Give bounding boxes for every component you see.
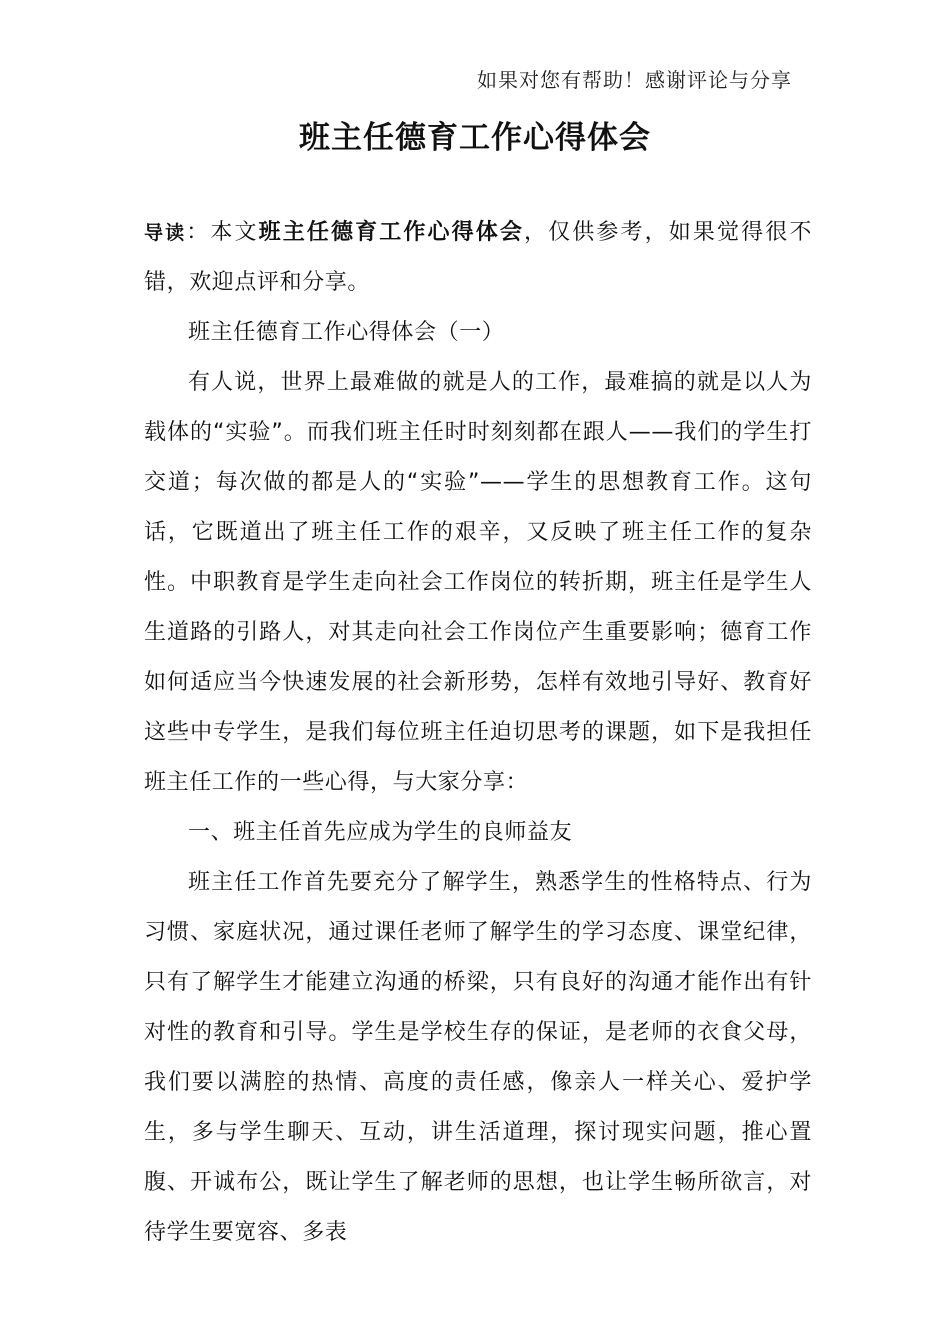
lead-paragraph — [144, 208, 812, 308]
lead-strong-title: 班主任德育工作心得体会 — [258, 220, 524, 245]
document-body — [144, 208, 812, 1258]
section-heading: 班主任德育工作心得体会（一） — [188, 320, 505, 345]
document-title: 班主任德育工作心得体会 — [299, 120, 651, 156]
body-paragraph: 有人说，世界上最难做的就是人的工作，最难搞的就是以人为载体的“实验”。而我们班主任时时刻刻都在跟人——我们的学生打交道；每次做的都是人的“实验”——学生的思想教育工作。这句话，它既道出了班主任工作的艰辛，又反映了班主任工作的复杂性。中职教育是学生走向社会工作岗位的转折期，班主任是学生人生道路的引路人，对其走向社会工作岗位产生重要影响；德育工作如何适应当今快速发展的社会新形势，怎样有效地引导好、教育好这些中专学生，是我们每位班主任迫切思考的课题，如下是我担任班主任工作的一些心得，与大家分享： — [144, 370, 812, 795]
subsection-heading: 一、班主任首先应成为学生的良师益友 — [188, 820, 573, 845]
lead-label: 导读 — [144, 222, 187, 244]
lead-suffix: ，仅供参考，如果觉得很不错，欢迎点评和分享。 — [144, 220, 812, 295]
header-note: 如果对您有帮助！感谢评论与分享 — [477, 68, 792, 92]
body-paragraph: 班主任工作首先要充分了解学生，熟悉学生的性格特点、行为习惯、家庭状况，通过课任老师了解学生的学习态度、课堂纪律，只有了解学生才能建立沟通的桥梁，只有良好的沟通才能作出有针对性的教育和引导。学生是学校生存的保证，是老师的衣食父母，我们要以满腔的热情、高度的责任感，像亲人一样关心、爱护学生，多与学生聊天、互动，讲生活道理，探讨现实问题，推心置腹、开诚布公，既让学生了解老师的思想，也让学生畅所欲言，对待学生要宽容、多表 — [144, 870, 812, 1245]
lead-prefix: ：本文 — [186, 220, 259, 245]
